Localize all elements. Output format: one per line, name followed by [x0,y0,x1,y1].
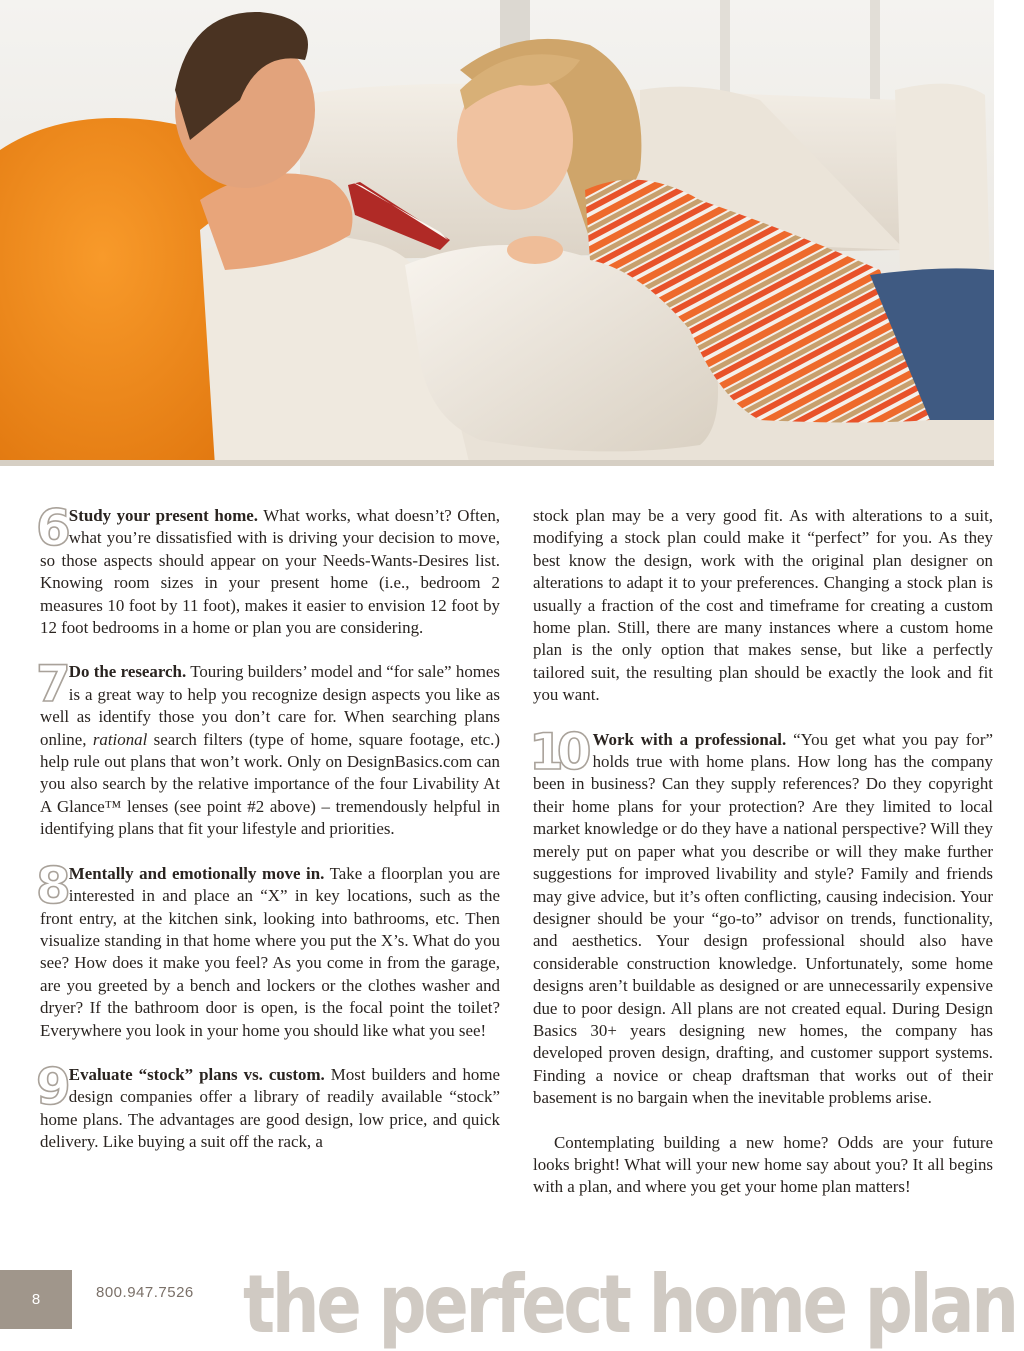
tip-number-8: 8 [36,856,65,915]
tip-6 [36,499,500,639]
tip-7-body-end: search filters (type of home, square footage, etc.) help rule out plans that won’t work. Only on DesignBasics.com can you also search by the relative importance of the four Livability At A Glance™ lenses (see point #2 above) – tremendously helpful in identifying plans that fit your lifestyle and priorities. [40,729,500,839]
right-column [529,505,993,1221]
tip-9-continued-text: stock plan may be a very good fit. As with alterations to a suit, modifying a stock plan could make it “perfect” for you. As they best know the design, work with the original plan designer on alterations to adapt it to your preferences. Changing a stock plan is usually a fraction of the cost and timeframe for creating a custom home plan. Still, there are many instances where a custom home plan is the only option that makes sense, but like a perfectly tailored suit, the resulting plan should be exactly the look and fit you want. [533,506,993,705]
tip-number-6: 6 [36,499,65,557]
left-column [36,499,500,1176]
closing-text: Contemplating building a new home? Odds are your future looks bright! What will your new home say about you? It all begins with a plan, and where you get your home plan matters! [533,1132,993,1197]
tip-9-body: Most builders and home design companies offer a library of readily available “stock” home plans. The advantages are good design, low price, and quick delivery. Like buying a suit off the rack, a [40,1064,500,1152]
tip-number-10: 10 [529,722,585,781]
tip-7-body-start: Touring builders’ model and “for sale” homes is a great way to help you recognize design aspects you like as well as identify those you don’t care for. When searching plans online, [40,662,500,749]
tip-number-7: 7 [36,655,65,714]
tip-7-heading: Do the research. [68,662,187,682]
tip-6-heading: Study your present home. [68,506,258,525]
tip-9-heading: Evaluate “stock” plans vs. custom. [68,1064,325,1084]
page-number: 8 [0,1270,72,1329]
tip-6-body: What works, what doesn’t? Often, what you’re dissatisfied with is driving your decision to move, so those aspects should appear on your Needs-Wants-Desires list. Knowing room sizes in your present home (i.e., bedroom 2 measures 10 foot by 11 foot), makes it easier to envision 12 foot by 12 foot bedrooms in a home or plan you are considering. [40,506,500,638]
tip-8 [36,856,500,1042]
couple-on-sofa-illustration [0,0,994,466]
phone-number: 800.947.7526 [96,1284,194,1301]
page-footer [0,1258,1024,1351]
tip-number-9: 9 [36,1057,65,1116]
tip-10 [529,722,993,1110]
closing-paragraph [533,1132,993,1199]
tip-9-continued [533,505,993,707]
tip-8-heading: Mentally and emotionally move in. [68,863,325,883]
tip-7 [36,655,500,840]
hero-photo [0,0,994,466]
tip-9 [36,1057,500,1154]
tip-10-heading: Work with a professional. [592,729,787,749]
footer-banner-title: the perfect home plan [243,1258,1016,1351]
tip-7-italic-word: rational [92,729,148,749]
tip-10-body: “You get what you pay for” holds true with home plans. How long has the company been in business? Can they supply references? Do they copyright their home plans for your protection? Are they limited to local market knowledge or do they have a national perspective? Will they merely put on paper what you describe or will they make further suggestions for improved livability and style? Family and friends may give advice, but it’s often conflicting, causing indecision. Your designer should be your “go-to” advisor on trends, functionality, and aesthetics. Your design professional should also have considerable construction knowledge. Unfortunately, some home designs aren’t buildable as designed or are unnecessarily expensive due to poor design. All plans are not created equal. During Design Basics 30+ years designing new homes, the company has developed proven design, drafting, and customer support systems. Finding a novice or cheap draftsman that works out of their basement is no bargain when the inevitable problems arise. [533,729,993,1108]
tip-8-body: Take a floorplan you are interested in and place an “X” in key locations, such as the front entry, at the kitchen sink, looking into bathrooms, etc. Then visualize standing in that home where you put the X’s. What do you see? How does it make you feel? As you come in from the garage, are you greeted by a bench and lockers or the clothes washer and dryer? If the bathroom door is open, is the focal point the toilet? Everywhere you look in your home you should like what you see! [40,863,500,1040]
